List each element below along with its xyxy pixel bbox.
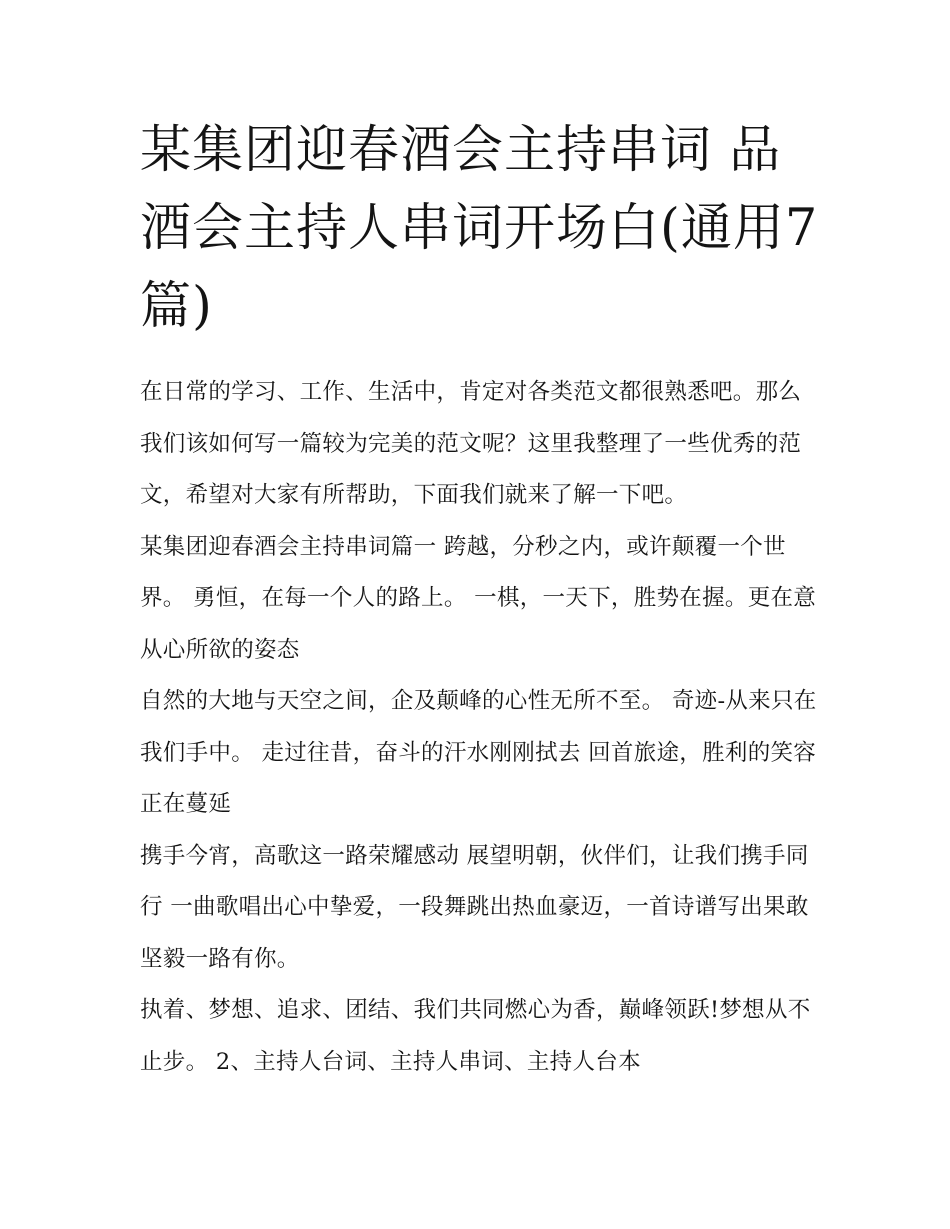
document-body: [140, 367, 820, 1088]
paragraph-tonight: 携手今宵，高歌这一路荣耀感动 展望明朝，伙伴们，让我们携手同行 一曲歌唱出心中挚爱，一段舞跳出热血豪迈，一首诗谱写出果敢坚毅一路有你。: [140, 842, 809, 972]
paragraph-dream: 执着、梦想、追求、团结、我们共同燃心为香，巅峰领跃!梦想从不止步。 2、主持人台词、主持人串词、主持人台本: [140, 997, 811, 1075]
document-page: [140, 112, 820, 1088]
paragraph-chapter-one: 某集团迎春酒会主持串词篇一 跨越，分秒之内，或许颠覆一个世界。 勇恒，在每一个人的路上。 一棋，一天下，胜势在握。更在意从心所欲的姿态: [140, 533, 817, 663]
paragraph-intro: 在日常的学习、工作、生活中，肯定对各类范文都很熟悉吧。那么我们该如何写一篇较为完美的范文呢？这里我整理了一些优秀的范文，希望对大家有所帮助，下面我们就来了解一下吧。: [140, 379, 802, 508]
document-title: 某集团迎春酒会主持串词 品酒会主持人串词开场白(通用7篇): [140, 121, 819, 336]
paragraph-nature: 自然的大地与天空之间，企及颠峰的心性无所不至。 奇迹-从来只在我们手中。 走过往昔，奋斗的汗水刚刚拭去 回首旅途，胜利的笑容正在蔓延: [140, 688, 817, 817]
